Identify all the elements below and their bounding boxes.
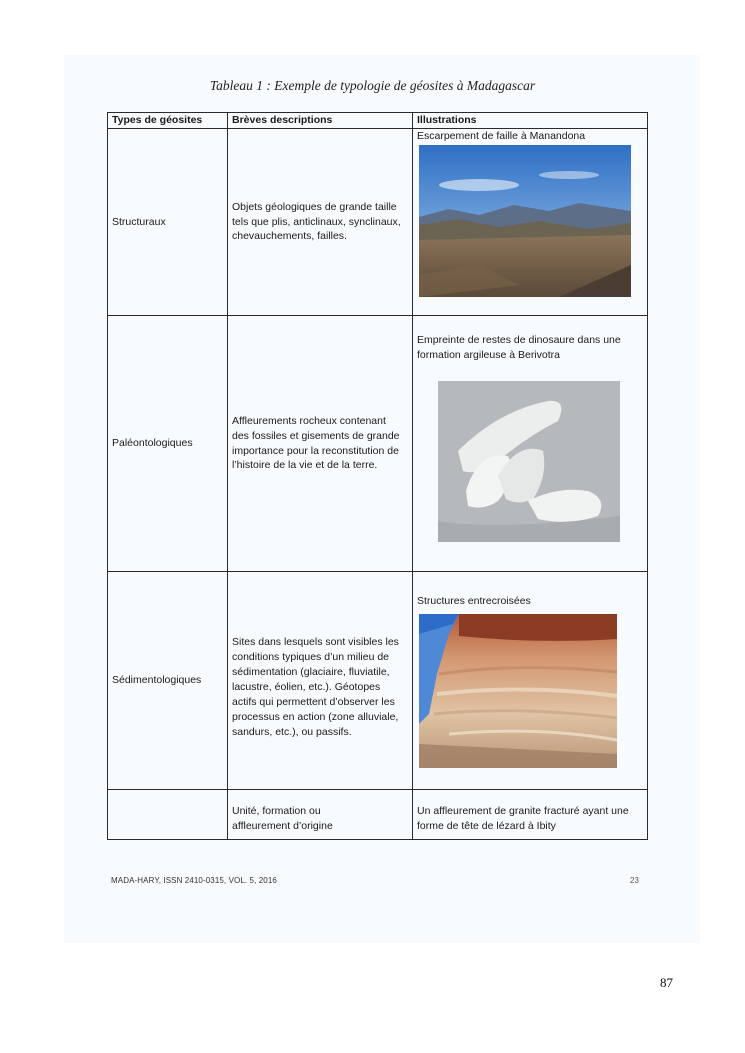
row-description: Affleurements rocheux contenant des fossiles et gisements de grande importance pour la reconstitution de l’histoire de la vie et de la terre.: [228, 316, 413, 572]
row-description: Unité, formation ou affleurement d’origine: [228, 790, 413, 840]
header-descriptions: Brèves descriptions: [228, 113, 413, 129]
row-illustration: [413, 316, 648, 572]
header-types: Types de géosites: [108, 113, 228, 129]
table-header-row: [108, 113, 648, 129]
illustration-caption: Empreinte de restes de dinosaure dans une formation argileuse à Berivotra: [417, 334, 621, 361]
row-illustration: [413, 129, 648, 316]
row-type: Structuraux: [108, 129, 228, 316]
illustration-caption: Escarpement de faille à Manandona: [417, 130, 586, 142]
row-type: [108, 790, 228, 840]
dinosaur-fossil-icon: [417, 381, 643, 542]
sandstone-cliff-icon: [417, 614, 643, 768]
table-row: [108, 129, 648, 316]
journal-footer: MADA-HARY, ISSN 2410-0315, VOL. 5, 2016: [111, 876, 277, 885]
row-illustration: [413, 790, 648, 840]
table-row: [108, 572, 648, 790]
row-description: Sites dans lesquels sont visibles les conditions typiques d’un milieu de sédimentation (glaciaire, fluviatile, lacustre, éolien, etc.). Géotopes actifs qui permettent d’observer les processus en action (zone alluviale, sandurs, etc.), ou passifs.: [228, 572, 413, 790]
illustration-caption: Structures entrecroisées: [417, 595, 531, 607]
table-row: [108, 316, 648, 572]
row-type: Sédimentologiques: [108, 572, 228, 790]
illustration-caption: Un affleurement de granite fracturé ayant une forme de tête de lézard à Ibity: [417, 805, 629, 832]
row-description: Objets géologiques de grande taille tels que plis, anticlinaux, synclinaux, chevauchements, failles.: [228, 129, 413, 316]
mountain-landscape-icon: [417, 145, 643, 297]
inner-page-number: 23: [630, 876, 639, 885]
table-title: Tableau 1 : Exemple de typologie de géosites à Madagascar: [209, 78, 536, 93]
row-type: Paléontologiques: [108, 316, 228, 572]
table-row: [108, 790, 648, 840]
geosite-typology-table: [107, 112, 648, 840]
header-illustrations: Illustrations: [413, 113, 648, 129]
row-illustration: [413, 572, 648, 790]
page-number: 87: [660, 975, 673, 990]
